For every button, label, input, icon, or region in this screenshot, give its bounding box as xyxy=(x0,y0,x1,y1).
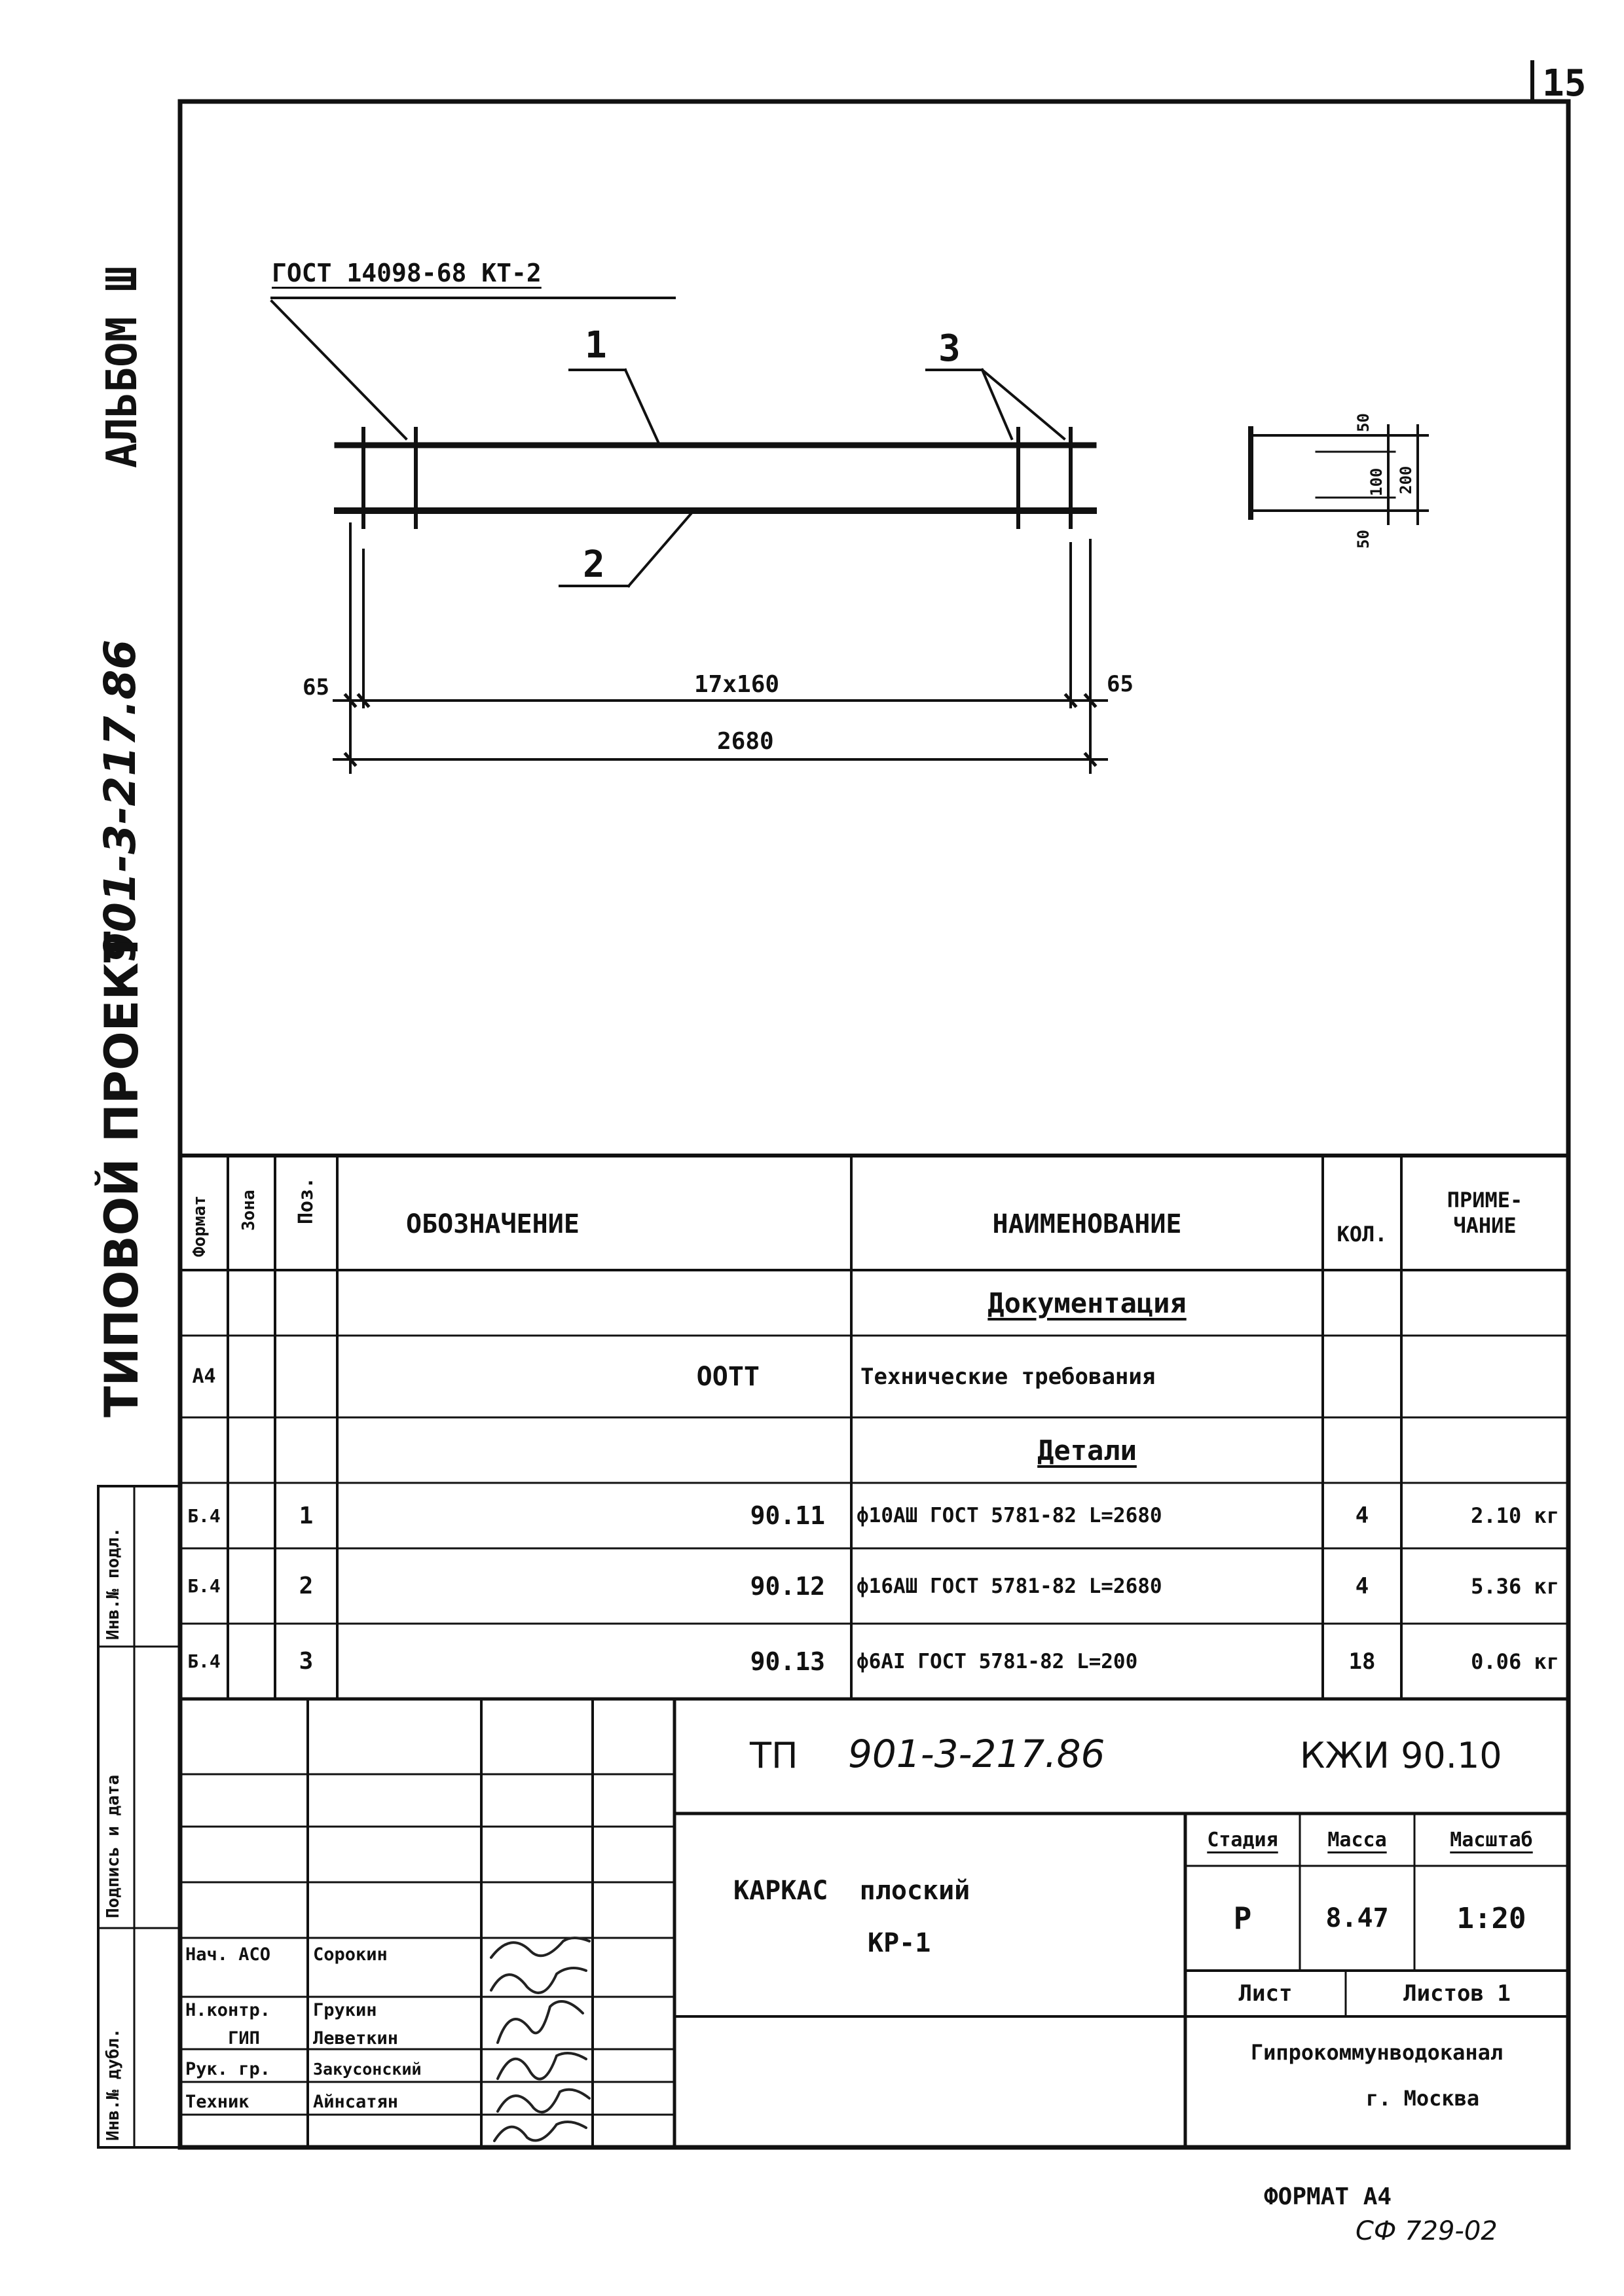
header-qty: КОЛ. xyxy=(1337,1222,1388,1247)
header-pos: Поз. xyxy=(295,1176,318,1224)
docs-row-designation: ООТТ xyxy=(696,1361,760,1392)
section-dim-mid: 100 xyxy=(1367,467,1386,496)
strip-sign-date: Подпись и дата xyxy=(103,1774,123,1918)
strip-inv-dup: Инв.№ дубл. xyxy=(103,2028,123,2141)
row1-qty: 4 xyxy=(1355,1503,1369,1529)
position-2-label: 2 xyxy=(583,543,605,586)
staff-role-1: Нач. АСО xyxy=(185,1944,271,1965)
object-mark: КР-1 xyxy=(868,1928,931,1958)
sheet-label: Лист xyxy=(1238,1980,1293,2007)
row2-designation: 90.12 xyxy=(750,1571,825,1601)
tp-label: ТП xyxy=(750,1735,798,1776)
staff-role-4: Рук. гр. xyxy=(185,2058,271,2079)
dim-span: 17х160 xyxy=(694,671,780,698)
row2-pos: 2 xyxy=(299,1573,314,1599)
row2-qty: 4 xyxy=(1355,1573,1369,1599)
row2-name: ф16АШ ГОСТ 5781-82 L=2680 xyxy=(857,1574,1162,1598)
footer-code: СФ 729-02 xyxy=(1356,2216,1498,2246)
row1-format: Б.4 xyxy=(187,1504,221,1527)
staff-name-5: Айнсатян xyxy=(313,2091,399,2112)
scale-value: 1:20 xyxy=(1456,1901,1526,1935)
row1-designation: 90.11 xyxy=(750,1501,825,1530)
staff-name-4: Закусонский xyxy=(313,2059,422,2079)
dim-right: 65 xyxy=(1107,671,1134,697)
page-number: 15 xyxy=(1542,62,1587,105)
row3-designation: 90.13 xyxy=(750,1647,825,1676)
section-dim-bottom: 50 xyxy=(1354,530,1373,549)
stage-label: Стадия xyxy=(1207,1828,1278,1851)
row2-format: Б.4 xyxy=(187,1575,221,1597)
sheets-label: Листов 1 xyxy=(1403,1980,1511,2007)
project-type-label: ТИПОВОЙ ПРОЕКТ xyxy=(95,931,149,1417)
gost-callout: ГОСТ 14098-68 КТ-2 xyxy=(272,259,542,287)
staff-name-1: Сорокин xyxy=(313,1944,388,1965)
section-dim-total: 200 xyxy=(1397,465,1415,494)
object-title: КАРКАС плоский xyxy=(733,1876,970,1906)
album-label: АЛЬБОМ Ш xyxy=(98,266,147,468)
staff-role-2: Н.контр. xyxy=(185,1999,271,2020)
stage-value: Р xyxy=(1233,1901,1252,1936)
row3-qty: 18 xyxy=(1348,1648,1376,1675)
row1-pos: 1 xyxy=(299,1502,314,1529)
dim-total: 2680 xyxy=(717,728,774,755)
docs-row-name: Технические требования xyxy=(860,1363,1156,1390)
tp-code: 901-3-217.86 xyxy=(848,1732,1105,1776)
strip-inv-orig: Инв.№ подл. xyxy=(103,1527,123,1640)
header-designation: ОБОЗНАЧЕНИЕ xyxy=(406,1209,580,1239)
staff-name-3: Леветкин xyxy=(313,2028,399,2049)
dim-left: 65 xyxy=(303,674,329,701)
scale-label: Масштаб xyxy=(1450,1828,1533,1851)
position-3-label: 3 xyxy=(938,327,961,370)
mass-label: Масса xyxy=(1327,1828,1387,1851)
staff-name-2: Грукин xyxy=(313,1999,377,2020)
section-dim-top: 50 xyxy=(1354,413,1373,432)
row3-pos: 3 xyxy=(299,1648,314,1675)
row1-note: 2.10 кг xyxy=(1471,1503,1559,1528)
org-line-1: Гипрокоммунводоканал xyxy=(1250,2040,1504,2065)
doc-code: КЖИ 90.10 xyxy=(1300,1735,1502,1776)
row1-name: ф10АШ ГОСТ 5781-82 L=2680 xyxy=(857,1504,1162,1527)
position-1-label: 1 xyxy=(585,324,607,367)
footer-format: ФОРМАТ А4 xyxy=(1264,2183,1392,2210)
header-format: Формат xyxy=(190,1195,210,1257)
docs-row-format: А4 xyxy=(192,1365,216,1388)
mass-value: 8.47 xyxy=(1325,1903,1389,1933)
row3-name: ф6АI ГОСТ 5781-82 L=200 xyxy=(857,1649,1138,1673)
org-line-2: г. Москва xyxy=(1365,2086,1480,2111)
header-note: ПРИМЕ- ЧАНИЕ xyxy=(1447,1188,1523,1238)
row2-note: 5.36 кг xyxy=(1471,1573,1559,1599)
row3-note: 0.06 кг xyxy=(1471,1649,1559,1674)
row3-format: Б.4 xyxy=(187,1650,221,1672)
staff-role-5: Техник xyxy=(185,2091,249,2112)
section-parts: Детали xyxy=(1037,1434,1137,1467)
section-documentation: Документация xyxy=(987,1286,1187,1319)
project-code-side: 901-3-217.86 xyxy=(95,639,145,962)
header-name: НАИМЕНОВАНИЕ xyxy=(992,1209,1182,1239)
header-zone: Зона xyxy=(239,1190,259,1231)
staff-role-3: ГИП xyxy=(228,2028,260,2049)
